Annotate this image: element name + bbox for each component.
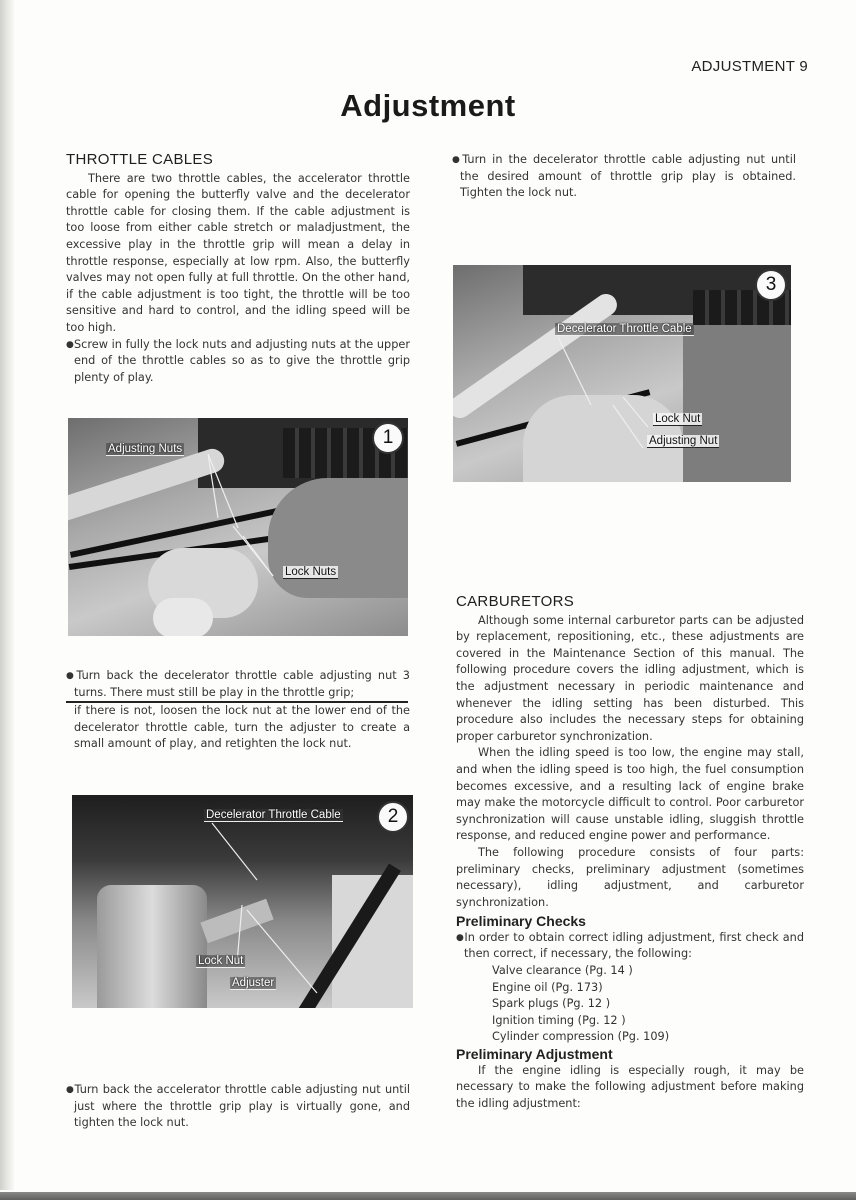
section-heading-carburetors: CARBURETORS [456, 593, 575, 610]
throttle-step-2-text: Turn back the decelerator throttle cable adjusting nut 3 turns. There must still be play in the throttle grip; [74, 669, 410, 699]
throttle-step-3-text: Turn back the accelerator throttle cable adjusting nut until just where the throttle grip play is virtually gone, and tighten the lock nut. [74, 1083, 410, 1130]
check-item: Engine oil (Pg. 173) [492, 980, 603, 994]
left-column-step-3 [66, 1082, 410, 1132]
figure-1-photo [68, 418, 408, 636]
right-column-step-4 [452, 152, 796, 202]
carburetors-para-3: The following procedure consists of four parts: preliminary checks, preliminary adjustment (sometimes necessary), idling adjustment, and carburetor synchronization. [456, 845, 804, 909]
page-title: Adjustment [340, 88, 516, 123]
page-bottom-edge [0, 1192, 856, 1200]
bullet-icon: ● [66, 1085, 75, 1095]
heading-preliminary-checks: Preliminary Checks [456, 913, 586, 930]
check-item: Ignition timing (Pg. 12 ) [492, 1013, 626, 1027]
section-heading-throttle-cables: THROTTLE CABLES [66, 151, 214, 168]
left-column-step-2 [66, 668, 410, 753]
throttle-step-2-continued: if there is not, loosen the lock nut at the lower end of the decelerator throttle cable, turn the adjuster to create a small amount of play, and retighten the lock nut. [74, 704, 410, 751]
throttle-step-2 [66, 668, 410, 701]
callout-lock-nut: Lock Nut [655, 413, 701, 425]
callout-adjusting-nut: Adjusting Nut [649, 435, 718, 447]
callout-lock-nuts: Lock Nuts [285, 566, 337, 578]
running-head: ADJUSTMENT 9 [691, 58, 808, 75]
throttle-step-3 [66, 1082, 410, 1132]
figure-3-number: 3 [755, 269, 787, 301]
throttle-step-4 [452, 152, 796, 202]
right-column-carburetors [456, 594, 804, 1112]
heading-preliminary-adjustment: Preliminary Adjustment [456, 1046, 613, 1063]
figure-3-photo [453, 265, 791, 482]
preliminary-checks-intro-text: In order to obtain correct idling adjustment, first check and then correct, if necessary, the following: [464, 930, 804, 961]
carburetors-para-2: When the idling speed is too low, the engine may stall, and when the idling speed is too high, the fuel consumption becomes excessive, and a resulting lack of engine brake may make the motorcycle difficult to control. Poor carburetor synchronization will cause unstable idling, sluggish throttle response, and reduced engine power and performance. [456, 746, 804, 843]
left-column [66, 152, 410, 386]
throttle-step-1-text: Screw in fully the lock nuts and adjusting nuts at the upper end of the throttle cables so as to give the throttle grip plenty of play. [73, 337, 410, 384]
check-item: Cylinder compression (Pg. 109) [492, 1030, 670, 1044]
preliminary-checks-intro [456, 930, 804, 963]
carburetors-para-1: Although some internal carburetor parts can be adjusted by replacement, repositioning, etc., these adjustments are covered in the Maintenance Section of this manual. The following procedure covers the idling adjustment, which is the adjustment necessary in periodic maintenance and whenever the idling setting has been disturbed. This procedure also includes the necessary steps for obtaining proper carburetor synchronization. [456, 613, 804, 743]
callout-lock-nut: Lock Nut [198, 955, 244, 967]
figure-1-number: 1 [372, 422, 404, 454]
bullet-icon: ● [456, 932, 465, 943]
preliminary-checks-list [456, 963, 804, 1046]
figure-3-leader-lines [453, 265, 791, 482]
bullet-icon: ● [452, 155, 463, 165]
throttle-step-4-text: Turn in the decelerator throttle cable adjusting nut until the desired amount of throttle grip play is obtained. Tighten the lock nut. [460, 153, 796, 200]
callout-decelerator-throttle-cable: Decelerator Throttle Cable [557, 323, 692, 335]
check-item: Spark plugs (Pg. 12 ) [492, 997, 611, 1011]
figure-2-number: 2 [377, 801, 409, 833]
callout-decelerator-throttle-cable: Decelerator Throttle Cable [206, 809, 341, 821]
bullet-icon: ● [66, 339, 74, 350]
callout-adjuster: Adjuster [232, 977, 275, 989]
preliminary-adjustment-text: If the engine idling is especially rough, it may be necessary to make the following adjustment before making the idling adjustment: [456, 1063, 804, 1110]
throttle-step-1 [66, 337, 410, 387]
throttle-cables-intro: There are two throttle cables, the accelerator throttle cable for opening the butterfly valve and the decelerator throttle cable for closing them. If the cable adjustment is too loose from either cable stretch or maladjustment, the excessive play in the throttle grip will mean a delay in throttle response, especially at low rpm. Also, the butterfly valves may not open fully at full throttle. On the other hand, if the cable adjustment is too tight, the throttle will be too sensitive and hard to control, and the idling speed will be too high. [66, 171, 410, 334]
page-binding-shadow [0, 0, 14, 1190]
callout-adjusting-nuts: Adjusting Nuts [108, 443, 183, 455]
bullet-icon: ● [66, 671, 77, 681]
figure-2-photo [72, 795, 413, 1008]
check-item: Valve clearance (Pg. 14 ) [492, 964, 633, 978]
